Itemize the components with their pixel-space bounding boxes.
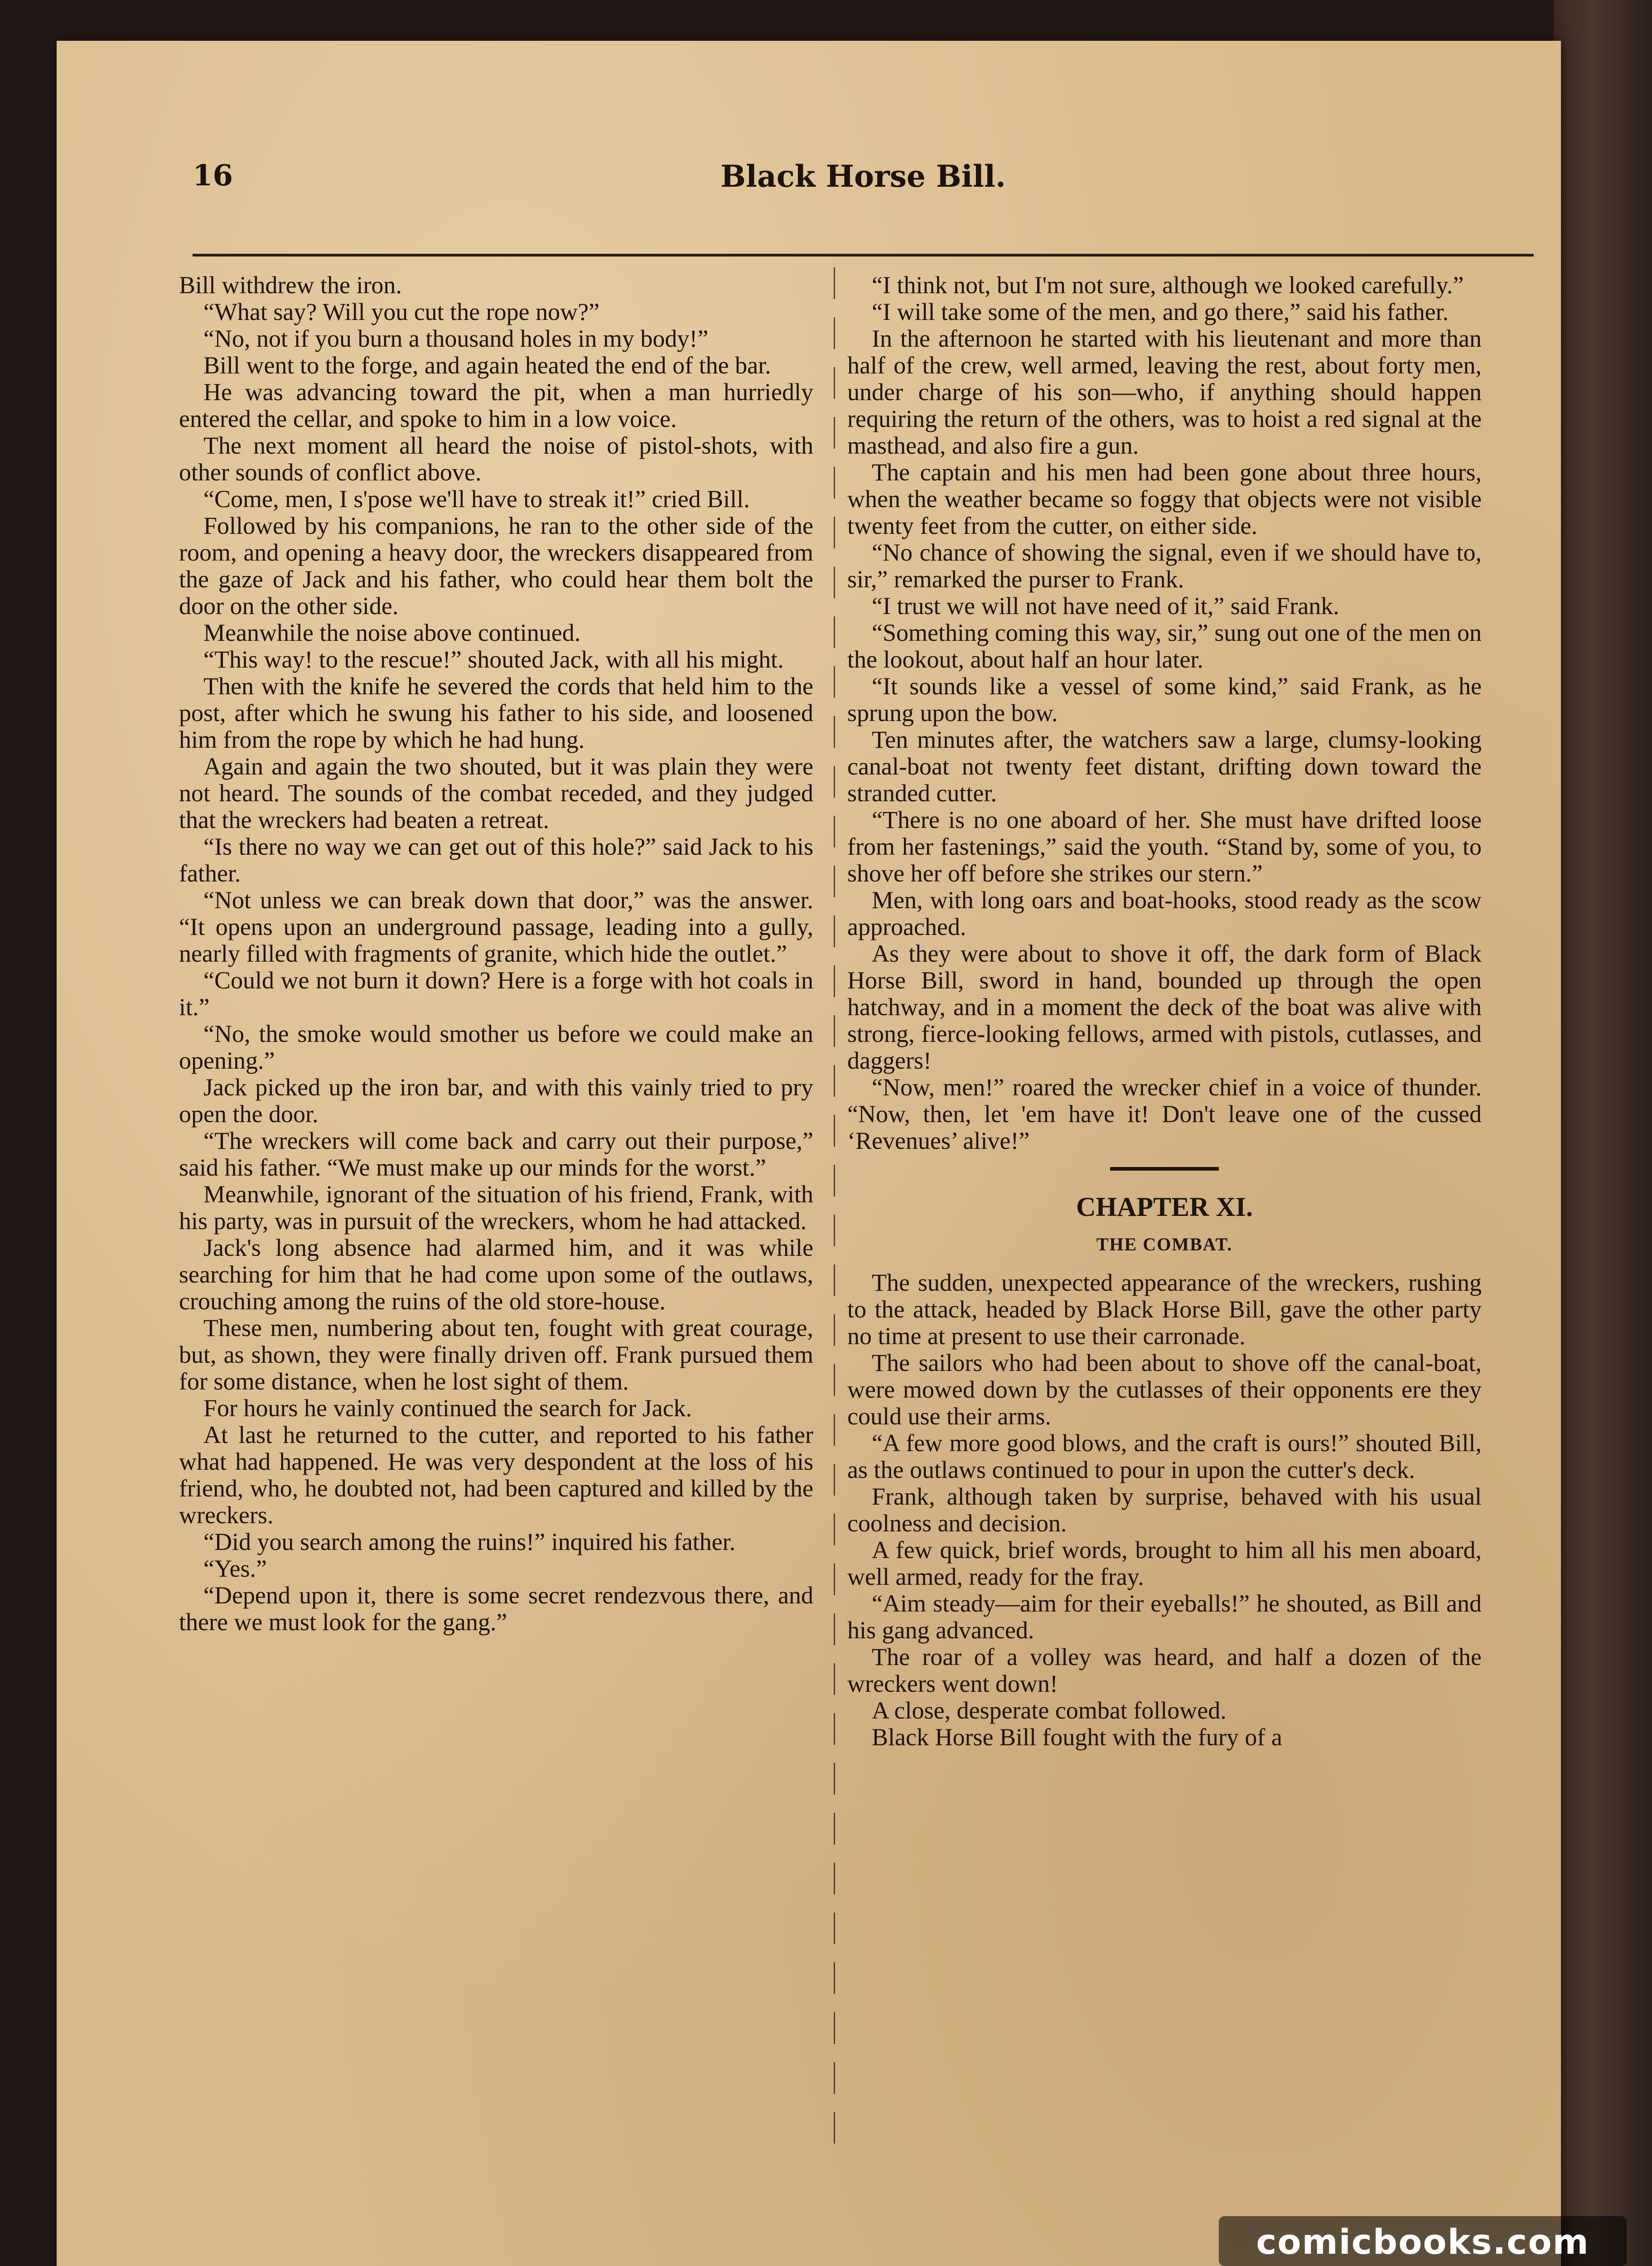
- paragraph: “I think not, but I'm not sure, although we looked carefully.”: [872, 272, 1464, 299]
- paragraph: Jack picked up the iron bar, and with this vainly tried to pry open the door.: [179, 1074, 813, 1128]
- watermark-badge: [1219, 2216, 1627, 2266]
- paragraph: “A few more good blows, and the craft is ours!” shouted Bill, as the outlaws continued to pour in upon the cutter's deck.: [847, 1429, 1482, 1483]
- paragraph: Men, with long oars and boat-hooks, stood ready as the scow approached.: [847, 886, 1482, 940]
- paragraph: Ten minutes after, the watchers saw a large, clumsy-looking canal-boat not twenty feet distant, drifting down toward the stranded cutter.: [847, 726, 1482, 807]
- paragraph: Jack's long absence had alarmed him, and it was while searching for him that he had come upon some of the outlaws, crouching among the ruins of the old store-house.: [179, 1234, 813, 1315]
- paragraph: A close, desperate combat followed.: [872, 1697, 1227, 1724]
- paragraph: “It sounds like a vessel of some kind,” said Frank, as he sprung upon the bow.: [847, 673, 1482, 726]
- paragraph: Frank, although taken by surprise, behaved with his usual coolness and decision.: [847, 1483, 1482, 1537]
- paragraph: “I will take some of the men, and go there,” said his father.: [872, 298, 1449, 325]
- chapter-subtitle: THE COMBAT.: [1096, 1234, 1233, 1254]
- left-column: [179, 272, 813, 2175]
- paragraph: “The wreckers will come back and carry out their purpose,” said his father. “We must make up our minds for the worst.”: [179, 1127, 813, 1181]
- paragraph: Black Horse Bill fought with the fury of a: [872, 1724, 1282, 1751]
- paragraph: “There is no one aboard of her. She must have drifted loose from her fastenings,” said the youth. “Stand by, some of you, to shove her off before she strikes our stern.”: [847, 806, 1482, 887]
- paragraph: “Come, men, I s'pose we'll have to streak it!” cried Bill.: [203, 485, 750, 513]
- watermark-text: comicbooks.com: [1256, 2222, 1589, 2262]
- paragraph: “Yes.”: [203, 1555, 267, 1582]
- paragraph: “What say? Will you cut the rope now?”: [203, 298, 600, 325]
- paragraph: “Aim steady—aim for their eyeballs!” he shouted, as Bill and his gang advanced.: [847, 1590, 1482, 1644]
- paragraph: Followed by his companions, he ran to the other side of the room, and opening a heavy door, the wreckers disappeared from the gaze of Jack and his father, who could hear them bolt the door on the other side.: [179, 512, 813, 620]
- paragraph: “Is there no way we can get out of this hole?” said Jack to his father.: [179, 833, 813, 887]
- right-column: [847, 272, 1482, 2175]
- paragraph: “Not unless we can break down that door,” was the answer. “It opens upon an underground passage, leading into a gully, nearly filled with fragments of granite, which hide the outlet.”: [179, 886, 813, 967]
- paragraph: “No, the smoke would smother us before we could make an opening.”: [179, 1020, 813, 1074]
- book-page: [57, 41, 1561, 2266]
- paragraph: Bill withdrew the iron.: [179, 272, 402, 299]
- paragraph: “Depend upon it, there is some secret rendezvous there, and there we must look for the gang.”: [179, 1582, 813, 1636]
- paragraph: “I trust we will not have need of it,” said Frank.: [872, 592, 1339, 620]
- paragraph: Meanwhile the noise above continued.: [203, 619, 581, 646]
- chapter-title: CHAPTER XI.: [1076, 1192, 1253, 1222]
- paragraph: Bill went to the forge, and again heated the end of the bar.: [203, 352, 771, 379]
- book-spine: [1554, 0, 1652, 2266]
- paragraph: “This way! to the rescue!” shouted Jack, with all his might.: [203, 646, 784, 673]
- paragraph: “Could we not burn it down? Here is a forge with hot coals in it.”: [179, 967, 813, 1021]
- paragraph: As they were about to shove it off, the dark form of Black Horse Bill, sword in hand, bounded up through the open hatchway, and in a moment the deck of the boat was alive with strong, fierce-looking fellows, armed with pistols, cutlasses, and daggers!: [847, 940, 1482, 1074]
- paragraph: For hours he vainly continued the search for Jack.: [203, 1394, 692, 1422]
- column-divider: [834, 267, 835, 2148]
- paragraph: “No chance of showing the signal, even if we should have to, sir,” remarked the purser to Frank.: [847, 539, 1482, 593]
- paragraph: “Did you search among the ruins!” inquired his father.: [203, 1528, 736, 1555]
- paragraph: The sudden, unexpected appearance of the wreckers, rushing to the attack, headed by Black Horse Bill, gave the other party no time at present to use their carronade.: [847, 1269, 1482, 1350]
- paragraph: The roar of a volley was heard, and half a dozen of the wreckers went down!: [847, 1643, 1482, 1697]
- page-header: [193, 150, 1534, 218]
- paragraph: “Something coming this way, sir,” sung out one of the men on the lookout, about half an hour later.: [847, 619, 1482, 673]
- page-number: 16: [193, 159, 233, 193]
- running-title: Black Horse Bill.: [720, 159, 1006, 194]
- header-rule: [193, 254, 1534, 257]
- paragraph: “No, not if you burn a thousand holes in my body!”: [203, 325, 709, 352]
- paragraph: At last he returned to the cutter, and reported to his father what had happened. He was very despondent at the loss of his friend, who, he doubted not, had been captured and killed by the wreckers.: [179, 1421, 813, 1529]
- paragraph: A few quick, brief words, brought to him all his men aboard, well armed, ready for the fray.: [847, 1536, 1482, 1590]
- paragraph: He was advancing toward the pit, when a man hurriedly entered the cellar, and spoke to him in a low voice.: [179, 378, 813, 432]
- paragraph: The captain and his men had been gone about three hours, when the weather became so foggy that objects were not visible twenty feet from the cutter, on either side.: [847, 459, 1482, 539]
- paragraph: The sailors who had been about to shove off the canal-boat, were mowed down by the cutlasses of their opponents ere they could use their arms.: [847, 1349, 1482, 1430]
- paragraph: Again and again the two shouted, but it was plain they were not heard. The sounds of the combat receded, and they judged that the wreckers had beaten a retreat.: [179, 753, 813, 833]
- paragraph: These men, numbering about ten, fought with great courage, but, as shown, they were finally driven off. Frank pursued them for some distance, when he lost sight of them.: [179, 1314, 813, 1395]
- paragraph: The next moment all heard the noise of pistol-shots, with other sounds of conflict above.: [179, 432, 813, 486]
- chapter-rule: [1110, 1167, 1219, 1171]
- paragraph: In the afternoon he started with his lieutenant and more than half of the crew, well armed, leaving the rest, about forty men, under charge of his son—who, if anything should happen requiring the return of the others, was to hoist a red signal at the masthead, and also fire a gun.: [847, 325, 1482, 459]
- paragraph: Then with the knife he severed the cords that held him to the post, after which he swung his father to his side, and loosened him from the rope by which he had hung.: [179, 673, 813, 753]
- paragraph: Meanwhile, ignorant of the situation of his friend, Frank, with his party, was in pursuit of the wreckers, whom he had attacked.: [179, 1181, 813, 1235]
- paragraph: “Now, men!” roared the wrecker chief in a voice of thunder. “Now, then, let 'em have it! Don't leave one of the cussed ‘Revenues’ alive!”: [847, 1074, 1482, 1154]
